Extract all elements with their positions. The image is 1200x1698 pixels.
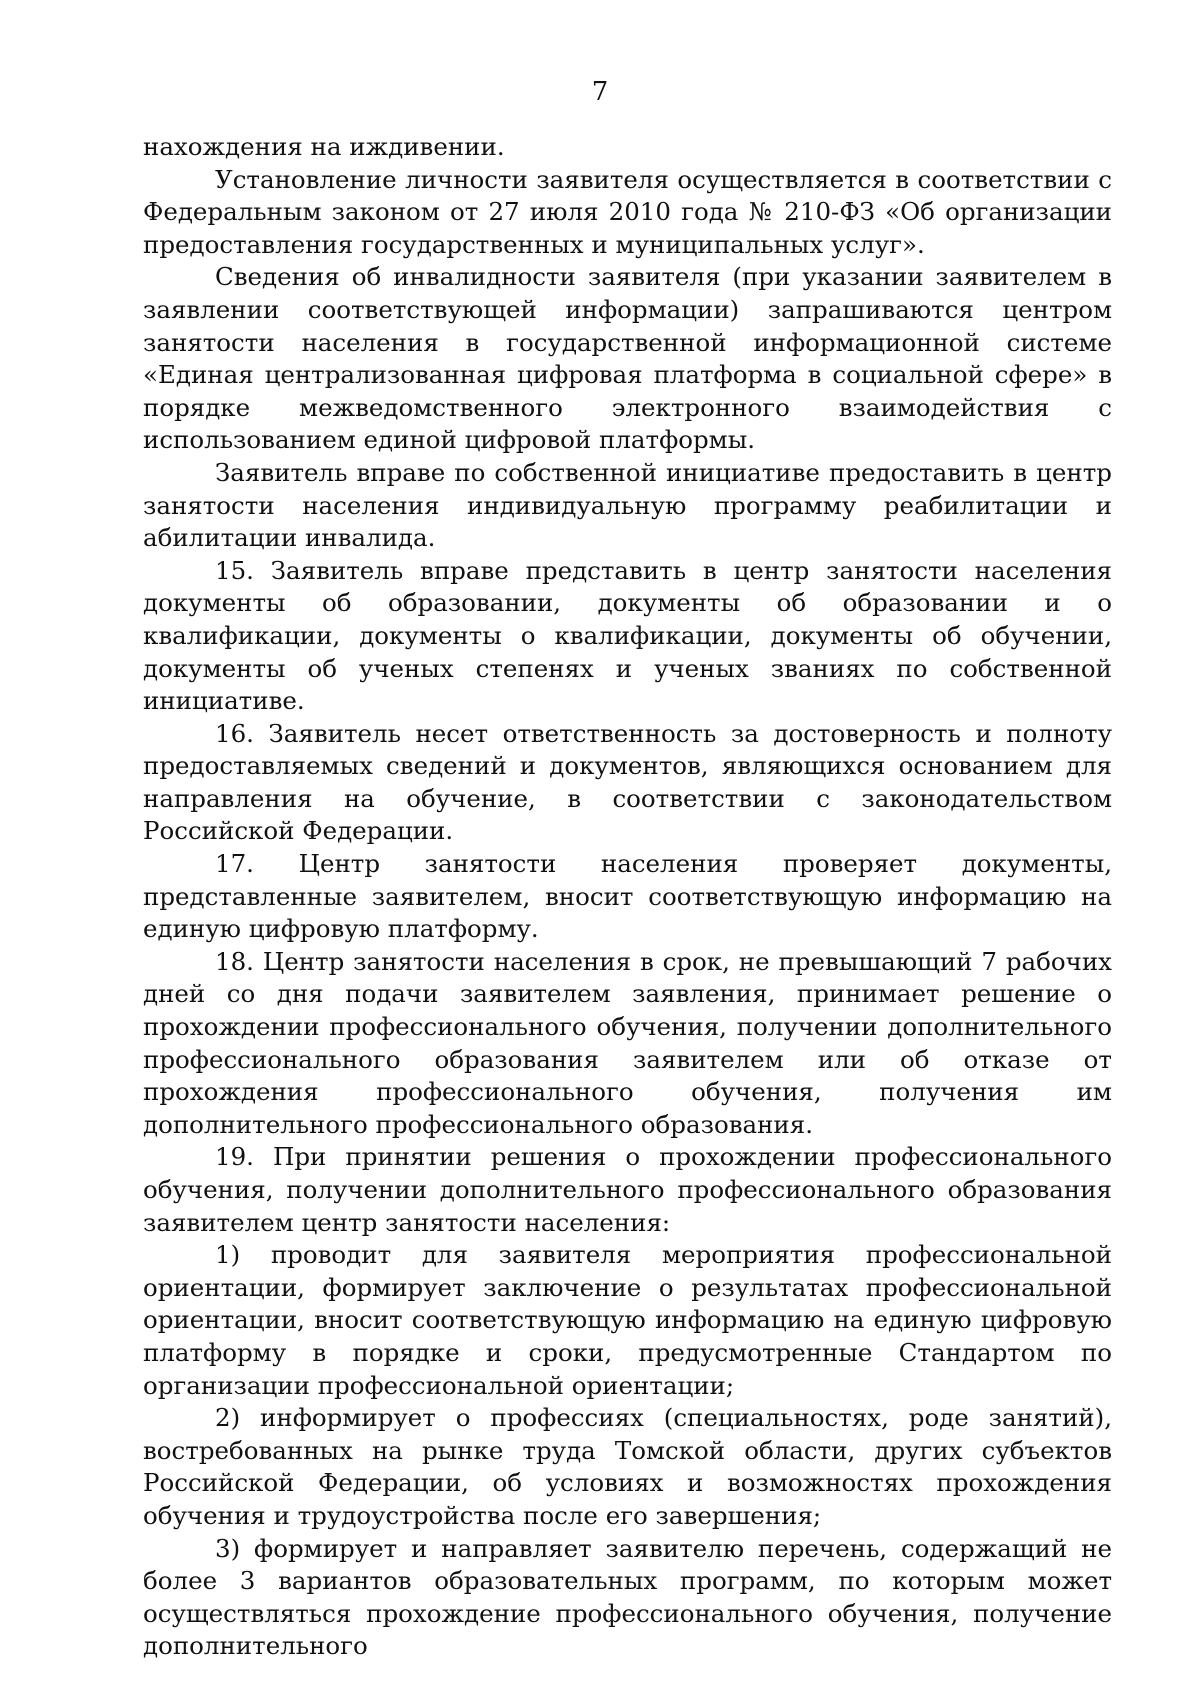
paragraph-dependents-continuation: нахождения на иждивении.: [143, 132, 505, 161]
paragraph-item-17: 17. Центр занятости населения проверяет документы, представленные заявителем, вносит соответствующую информацию на единую цифровую платформу.: [143, 849, 1112, 944]
paragraph-item-19: 19. При принятии решения о прохождении профессионального обучения, получении дополнительного профессионального образования заявителем центр занятости населения:: [143, 1142, 1112, 1237]
paragraph-identity-verification: Установление личности заявителя осуществляется в соответствии с Федеральным законом от 27 июля 2010 года № 210-ФЗ «Об организации предоставления государственных и муниципальных услуг».: [143, 164, 1112, 259]
paragraph-subitem-2: 2) информирует о профессиях (специальностях, роде занятий), востребованных на рынке труда Томской области, других субъектов Российской Федерации, об условиях и возможностях прохождения обучения и трудоустройства после его завершения;: [143, 1403, 1112, 1530]
paragraph-item-16: 16. Заявитель несет ответственность за достоверность и полноту предоставляемых сведений и документов, являющихся основанием для направления на обучение, в соответствии с законодательством Российской Федерации.: [143, 718, 1112, 846]
paragraph-subitem-3: 3) формирует и направляет заявителю перечень, содержащий не более 3 вариантов образовательных программ, по которым может осуществляться прохождение профессионального обучения, получение дополнительного: [143, 1533, 1112, 1661]
paragraph-subitem-1: 1) проводит для заявителя мероприятия профессиональной ориентации, формирует заключение о результатах профессиональной ориентации, вносит соответствующую информацию на единую цифровую платформу в порядке и сроки, предусмотренные Стандартом по организации профессиональной ориентации;: [143, 1240, 1112, 1400]
paragraph-item-18: 18. Центр занятости населения в срок, не превышающий 7 рабочих дней со дня подачи заявителем заявления, принимает решение о прохождении профессионального обучения, получении дополнительного профессионального образования заявителем или об отказе от прохождения профессионального обучения, получения им дополнительного профессионального образования.: [143, 946, 1112, 1139]
paragraph-item-15: 15. Заявитель вправе представить в центр занятости населения документы об образовании, документы об образовании и о квалификации, документы о квалификации, документы об обучении, документы об ученых степенях и ученых званиях по собственной инициативе.: [143, 555, 1112, 716]
paragraph-disability-information: Сведения об инвалидности заявителя (при указании заявителем в заявлении соответствующей информации) запрашиваются центром занятости населения в государственной информационной системе «Единая централизованная цифровая платформа в социальной сфере» в порядке межведомственного электронного взаимодействия с использованием единой цифровой платформы.: [143, 262, 1112, 455]
page-number: 7: [591, 77, 609, 107]
document-body: [143, 131, 1112, 1663]
paragraph-rehabilitation-program: Заявитель вправе по собственной инициативе предоставить в центр занятости населения индивидуальную программу реабилитации и абилитации инвалида.: [143, 457, 1112, 553]
